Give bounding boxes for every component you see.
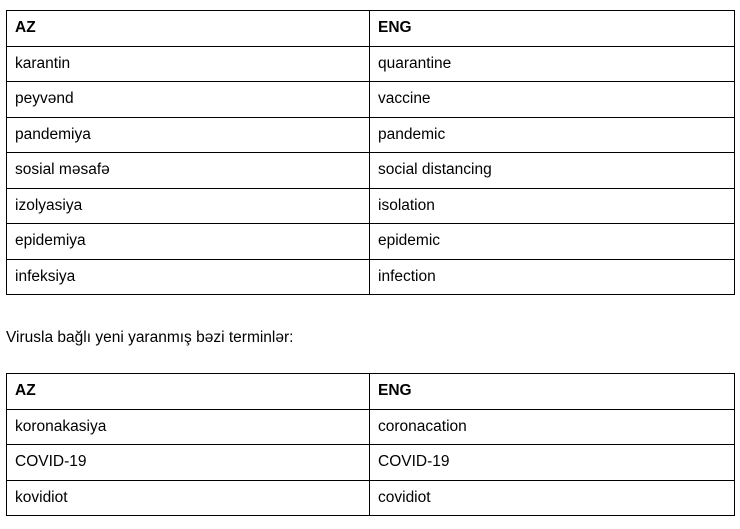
cell-az: epidemiya	[7, 224, 370, 260]
table-row	[7, 224, 735, 260]
header-eng: ENG	[370, 374, 735, 410]
table-row	[7, 445, 735, 481]
cell-eng: isolation	[370, 188, 735, 224]
cell-az: koronakasiya	[7, 409, 370, 445]
section-caption: Virusla bağlı yeni yaranmış bəzi terminlər:	[6, 329, 294, 346]
cell-az: izolyasiya	[7, 188, 370, 224]
cell-az: infeksiya	[7, 259, 370, 295]
cell-az: peyvənd	[7, 82, 370, 118]
cell-az: COVID-19	[7, 445, 370, 481]
cell-eng: pandemic	[370, 117, 735, 153]
cell-eng: COVID-19	[370, 445, 735, 481]
cell-az: sosial məsafə	[7, 153, 370, 189]
table-row	[7, 153, 735, 189]
cell-az: karantin	[7, 46, 370, 82]
cell-az: pandemiya	[7, 117, 370, 153]
cell-eng: epidemic	[370, 224, 735, 260]
table-header-row	[7, 11, 735, 47]
cell-eng: quarantine	[370, 46, 735, 82]
table-row	[7, 46, 735, 82]
terms-table-new	[6, 373, 735, 516]
table-row	[7, 259, 735, 295]
cell-eng: covidiot	[370, 480, 735, 516]
header-az: AZ	[7, 11, 370, 47]
table-row	[7, 117, 735, 153]
cell-az: kovidiot	[7, 480, 370, 516]
table-row	[7, 188, 735, 224]
header-az: AZ	[7, 374, 370, 410]
header-eng: ENG	[370, 11, 735, 47]
table-row	[7, 480, 735, 516]
cell-eng: infection	[370, 259, 735, 295]
cell-eng: vaccine	[370, 82, 735, 118]
table-header-row	[7, 374, 735, 410]
terms-table-general	[6, 10, 735, 295]
table-row	[7, 409, 735, 445]
cell-eng: social distancing	[370, 153, 735, 189]
table-row	[7, 82, 735, 118]
cell-eng: coronacation	[370, 409, 735, 445]
